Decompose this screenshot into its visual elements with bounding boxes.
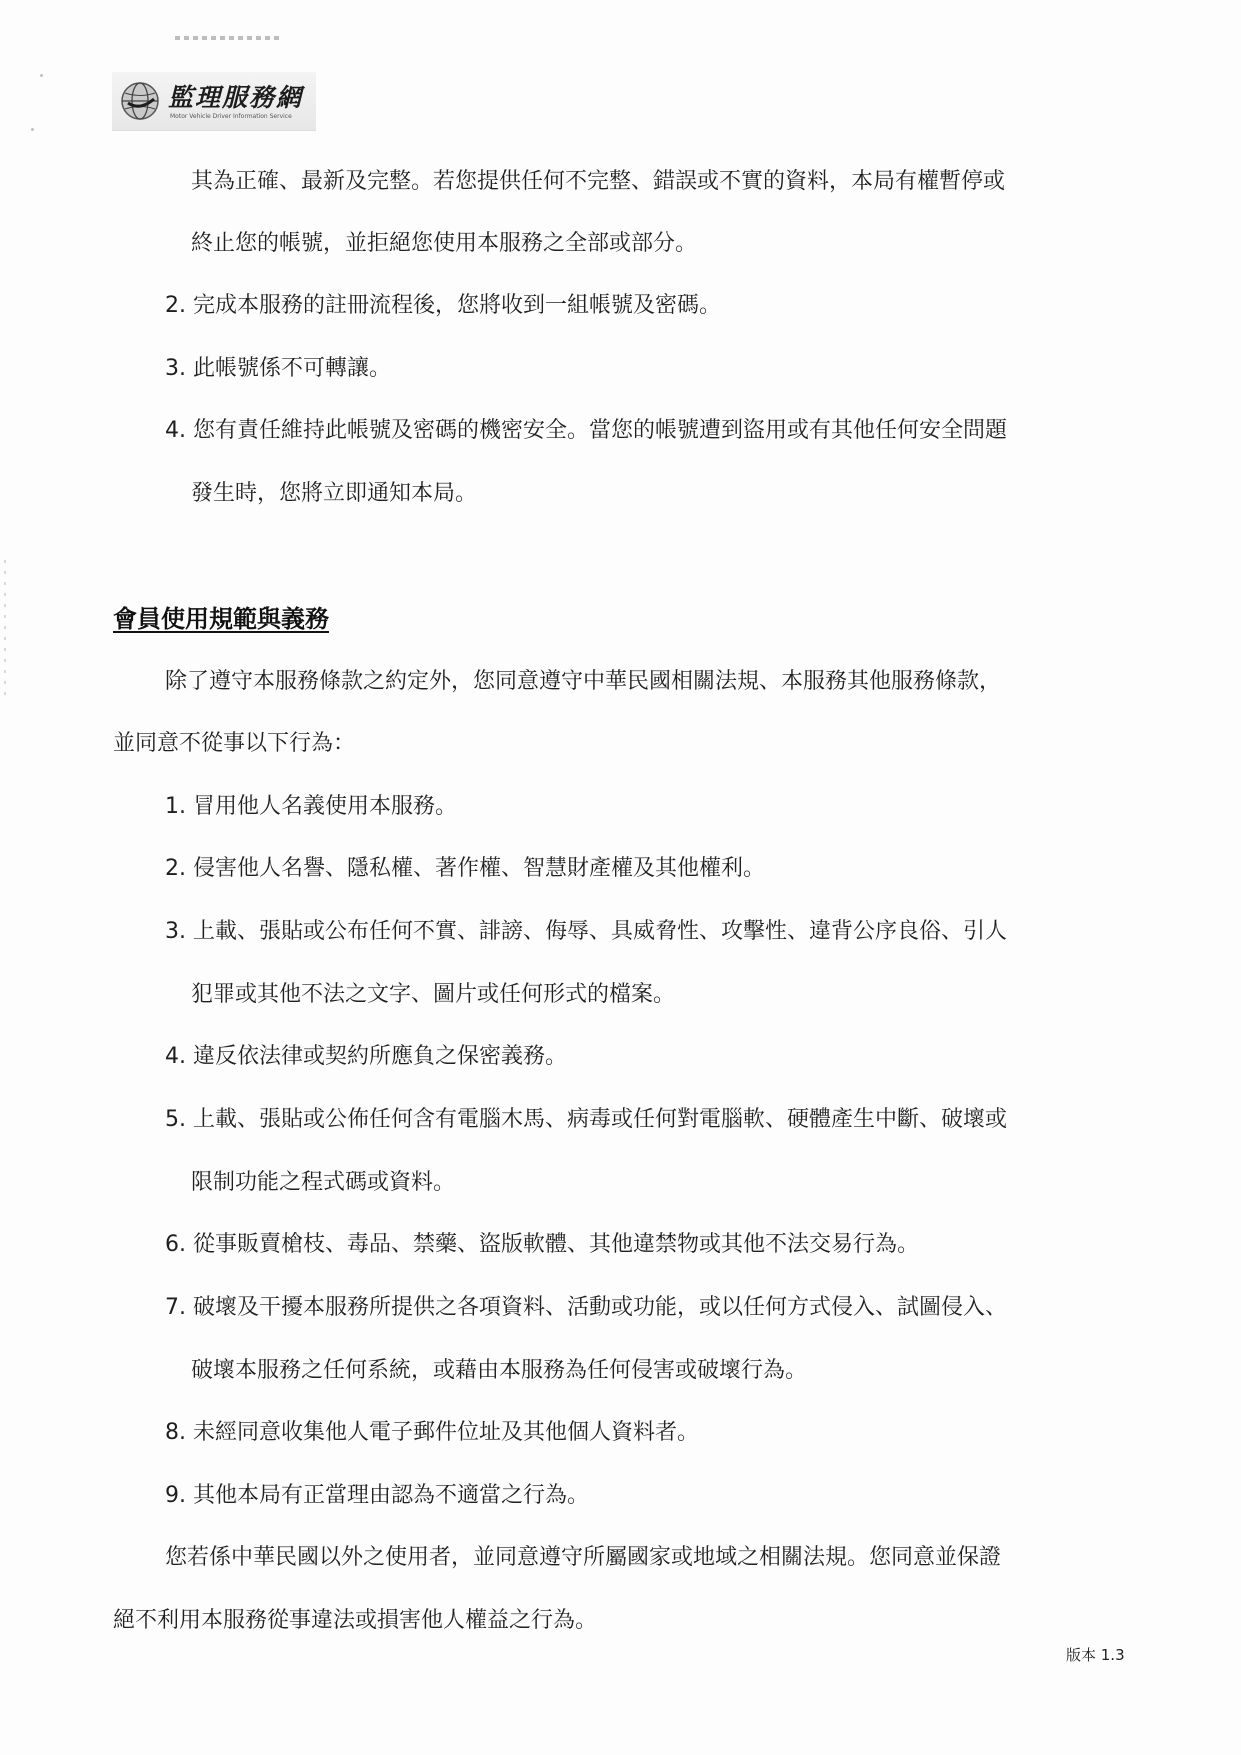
- list-item-continuation: 發生時，您將立即通知本局。: [191, 481, 478, 506]
- scan-artifact: [4, 560, 6, 700]
- list-item: 1. 冒用他人名義使用本服務。: [165, 794, 457, 819]
- paragraph-line: 終止您的帳號，並拒絕您使用本服務之全部或部分。: [191, 231, 698, 256]
- list-item: 2. 侵害他人名譽、隱私權、著作權、智慧財產權及其他權利。: [165, 856, 765, 881]
- globe-icon: [120, 81, 160, 121]
- closing-line: 絕不利用本服務從事違法或損害他人權益之行為。: [113, 1608, 598, 1633]
- section-heading: 會員使用規範與義務: [113, 605, 329, 633]
- list-item: 4. 違反依法律或契約所應負之保密義務。: [165, 1044, 567, 1069]
- list-item: 7. 破壞及干擾本服務所提供之各項資料、活動或功能，或以任何方式侵入、試圖侵入、: [165, 1295, 1007, 1320]
- list-item: 3. 此帳號係不可轉讓。: [165, 356, 391, 381]
- intro-line: 除了遵守本服務條款之約定外，您同意遵守中華民國相關法規、本服務其他服務條款，: [165, 669, 1002, 694]
- list-item: 2. 完成本服務的註冊流程後，您將收到一組帳號及密碼。: [165, 293, 721, 318]
- list-item: 3. 上載、張貼或公布任何不實、誹謗、侮辱、具威脅性、攻擊性、違背公序良俗、引人: [165, 919, 1007, 944]
- list-item: 6. 從事販賣槍枝、毒品、禁藥、盜版軟體、其他違禁物或其他不法交易行為。: [165, 1232, 919, 1257]
- logo-subtitle: Motor Vehicle Driver Information Service: [170, 113, 292, 120]
- scan-artifact: [175, 36, 280, 40]
- scan-artifact: [31, 128, 34, 131]
- list-item-continuation: 破壞本服務之任何系統，或藉由本服務為任何侵害或破壞行為。: [191, 1358, 808, 1383]
- intro-line: 並同意不從事以下行為：: [113, 731, 356, 756]
- list-item-continuation: 限制功能之程式碼或資料。: [191, 1170, 456, 1195]
- closing-line: 您若係中華民國以外之使用者，並同意遵守所屬國家或地域之相關法規。您同意並保證: [165, 1545, 1002, 1570]
- paragraph-line: 其為正確、最新及完整。若您提供任何不完整、錯誤或不實的資料，本局有權暫停或: [191, 169, 1006, 194]
- scan-artifact: [40, 74, 43, 77]
- list-item: 8. 未經同意收集他人電子郵件位址及其他個人資料者。: [165, 1420, 699, 1445]
- site-logo: [112, 72, 316, 131]
- list-item: 4. 您有責任維持此帳號及密碼的機密安全。當您的帳號遭到盜用或有其他任何安全問題: [165, 418, 1007, 443]
- list-item: 5. 上載、張貼或公佈任何含有電腦木馬、病毒或任何對電腦軟、硬體產生中斷、破壞或: [165, 1107, 1007, 1132]
- list-item: 9. 其他本局有正當理由認為不適當之行為。: [165, 1483, 589, 1508]
- list-item-continuation: 犯罪或其他不法之文字、圖片或任何形式的檔案。: [191, 982, 676, 1007]
- logo-title: 監理服務網: [168, 83, 304, 112]
- version-label: 版本 1.3: [1066, 1646, 1125, 1664]
